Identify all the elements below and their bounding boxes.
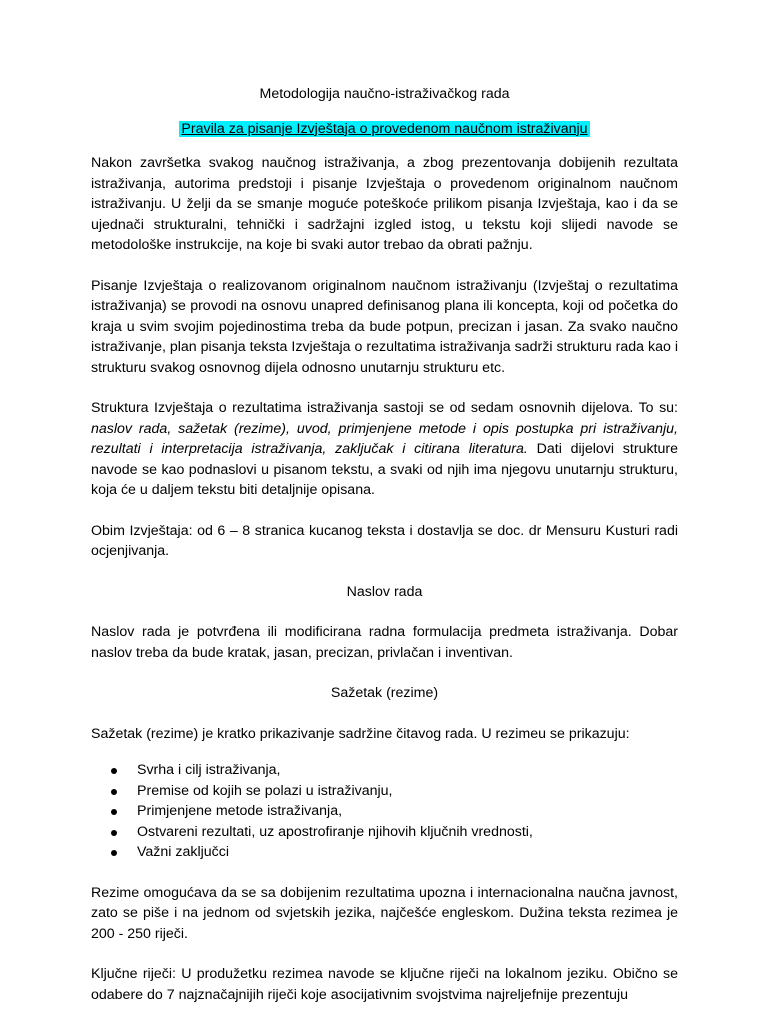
document-subtitle	[91, 119, 678, 140]
sazetak-paragraph: Sažetak (rezime) je kratko prikazivanje sadržine čitavog rada. U rezimeu se prikazuju:	[91, 725, 630, 742]
structure-paragraph	[91, 398, 678, 501]
intro-paragraph: Nakon završetka svakog naučnog istraživanja, a zbog prezentovanja dobijenih rezultata istraživanja, autorima predstoji i pisanje Izvještaja o provedenom originalnom naučnom istraživanju. U želji da se smanje moguće poteškoće prilikom pisanja Izvještaja, kao i da se ujednači strukturalni, tehnički i sadržajni izgled istog, u tekstu koji slijedi navode se metodološke instrukcije, na koje bi svaki autor trebao da obrati pažnju.	[91, 155, 678, 253]
list-item: Primjenjene metode istraživanja,	[111, 801, 678, 822]
heading-naslov-rada: Naslov rada	[346, 583, 423, 600]
list-item: Ostvareni rezultati, uz apostrofiranje njihovih ključnih vrednosti,	[111, 822, 678, 843]
highlighted-subtitle: Pravila za pisanje Izvještaja o provedenom naučnom istraživanju	[181, 120, 588, 137]
rezime-paragraph: Rezime omogućava da se sa dobijenim rezultatima upozna i internacionalna naučna javnost, zato se piše i na jednom od svjetskih jezika, najčešće engleskom. Dužina teksta rezimea je 200 - 250 riječi.	[91, 884, 678, 942]
heading-sazetak: Sažetak (rezime)	[330, 685, 439, 701]
structure-text-end: Dati dijelovi strukture navode se kao podnaslovi u pisanom tekstu, a svaki od njih ima njegovu unutarnju strukturu, koja će u daljem tekstu biti detaljnije opisana.	[91, 441, 678, 498]
list-item: Svrha i cilj istraživanja,	[111, 760, 678, 781]
structure-text-start: Struktura Izvještaja o rezultatima istraživanja sastoji se od sedam osnovnih dijelova. To su:	[91, 400, 678, 416]
naslov-paragraph: Naslov rada je potvrđena ili modificirana radna formulacija predmeta istraživanja. Dobar naslov treba da bude kratak, jasan, precizan, privlačan i inventivan.	[91, 624, 678, 661]
document-title: Metodologija naučno-istraživačkog rada	[259, 86, 510, 102]
list-item: Premise od kojih se polazi u istraživanju,	[111, 781, 678, 802]
summary-bullet-list	[91, 760, 678, 863]
scope-paragraph: Obim Izvještaja: od 6 – 8 stranica kucanog teksta i dostavlja se doc. dr Mensuru Kusturi radi ocjenjivanja.	[91, 522, 678, 559]
plan-paragraph: Pisanje Izvještaja o realizovanom originalnom naučnom istraživanju (Izvještaj o rezultatima istraživanja) se provodi na osnovu unapred definisanog plana ili koncepta, koji od početka do kraja u svim svojim pojedinostima treba da bude potpun, precizan i jasan. Za svako naučno istraživanje, plan pisanja teksta Izvještaja o rezultatima istraživanja sadrži strukturu rada kao i strukturu svakog osnovnog dijela odnosno unutarnju strukturu etc.	[91, 277, 678, 376]
keywords-paragraph: Ključne riječi: U produžetku rezimea navode se ključne riječi na lokalnom jeziku. Obično se odabere do 7 najznačajnijih riječi koje asocijativnim svojstvima najreljefnije prezentuju	[91, 966, 678, 1003]
structure-parts-italic: naslov rada, sažetak (rezime), uvod, primjenjene metode i opis postupka pri istraživanju, rezultati i interpretacija istraživanja, zaključak i citirana literatura.	[91, 420, 678, 457]
list-item: Važni zaključci	[111, 842, 678, 863]
